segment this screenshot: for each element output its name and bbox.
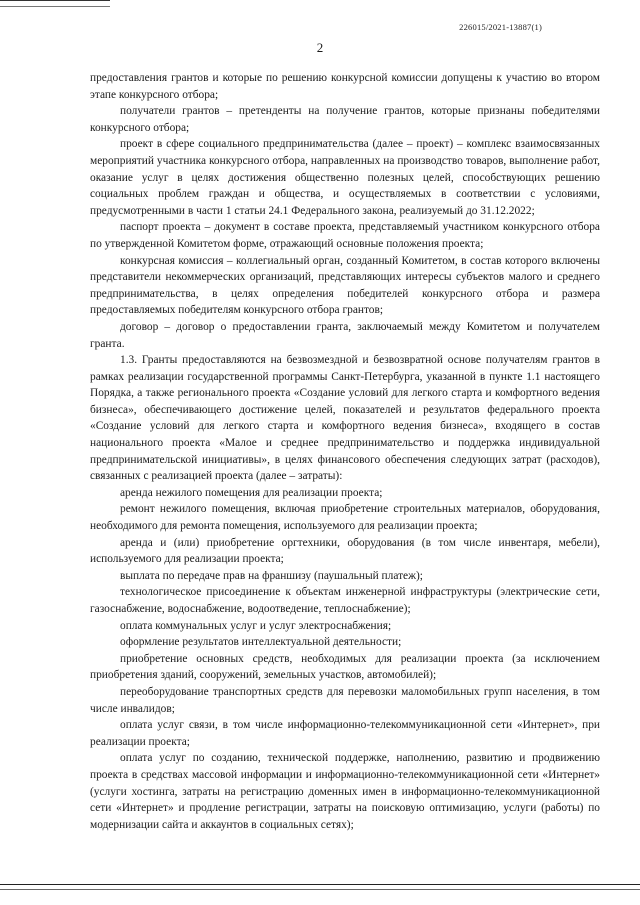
paragraph: получатели грантов – претенденты на получение грантов, которые признаны победителями конкурсного отбора; [90,105,600,134]
paragraph: выплата по передаче прав на франшизу (паушальный платеж); [120,569,423,582]
paragraph: приобретение основных средств, необходимых для реализации проекта (за исключением приобретения зданий, сооружений, земельных участков, автомобилей); [90,652,600,682]
paragraph: оформление результатов интеллектуальной деятельности; [120,636,402,649]
paragraph: оплата услуг связи, в том числе информационно-телекоммуникационной сети «Интернет», при реализации проекта; [90,719,600,748]
paragraph: переоборудование транспортных средств для перевозки маломобильных групп населения, в том числе инвалидов; [90,685,600,715]
paragraph: конкурсная комиссия – коллегиальный орган, созданный Комитетом, в состав которого включены представители некоммерческих организаций, представляющих интересы субъектов малого и среднего предпринимательства, в целях определения победителей конкурсного отбора и размера предоставляемых победителям конкурсного отбора грантов; [90,254,600,317]
paragraph: оплата коммунальных услуг и услуг электроснабжения; [120,619,392,632]
paragraph: оплата услуг по созданию, технической поддержке, наполнению, развитию и продвижению проекта в средствах массовой информации и информационно-телекоммуникационной сети «Интернет» (услуги хостинга, затраты на регистрацию доменных имен в информационно-телекоммуникационной сети «Интернет» и продление регистрации, затраты на поисковую оптимизацию, услуги (работы) по модернизации сайта и аккаунтов в социальных сетях); [90,752,600,831]
paragraph: ремонт нежилого помещения, включая приобретение строительных материалов, оборудования, необходимого для ремонта помещения, используемого для реализации проекта; [90,503,600,533]
paragraph: предоставления грантов и которые по решению конкурсной комиссии допущены к участию во втором этапе конкурсного отбора; [90,72,600,101]
paragraph: 1.3. Гранты предоставляются на безвозмездной и безвозвратной основе получателям грантов в рамках реализации государственной программы Санкт-Петербурга, указанной в пункте 1.1 настоящего Порядка, а также регионального проекта «Создание условий для легкого старта и комфортного ведения бизнеса», обеспечивающего достижение целей, показателей и результатов федерального проекта «Создание условий для легкого старта и комфортного ведения бизнеса», входящего в состав национального проекта «Малое и среднее предпринимательство и поддержка индивидуальной предпринимательской инициативы», в целях финансового обеспечения следующих затрат (расходов), связанных с реализацией проекта (далее – затраты): [90,354,600,483]
paragraph: аренда и (или) приобретение оргтехники, оборудования (в том числе инвентаря, мебели), используемого для реализации проекта; [90,536,600,566]
document-id: 226015/2021-13887(1) [459,22,542,32]
paragraph: договор – договор о предоставлении гранта, заключаемый между Комитетом и получателем гранта. [90,320,600,350]
scan-border-bottom [0,884,640,890]
paragraph: аренда нежилого помещения для реализации проекта; [120,486,383,499]
paragraph: паспорт проекта – документ в составе проекта, представляемый участником конкурсного отбора по утвержденной Комитетом форме, отражающий основные положения проекта; [90,221,600,250]
page-number: 2 [316,40,324,55]
document-body [90,70,600,833]
paragraph: проект в сфере социального предпринимательства (далее – проект) – комплекс взаимосвязанных мероприятий участника конкурсного отбора, направленных на производство товаров, выполнение работ, оказание услуг в целях достижения общественно полезных целей, способствующих решению социальных проблем граждан и общества, и осуществляемых в соответствии с условиями, предусмотренными в части 1 статьи 24.1 Федерального закона, реализуемый до 31.12.2022; [90,138,600,217]
scan-border-top [0,0,110,7]
paragraph: технологическое присоединение к объектам инженерной инфраструктуры (электрические сети, газоснабжение, водоснабжение, водоотведение, теплоснабжение); [90,586,600,615]
